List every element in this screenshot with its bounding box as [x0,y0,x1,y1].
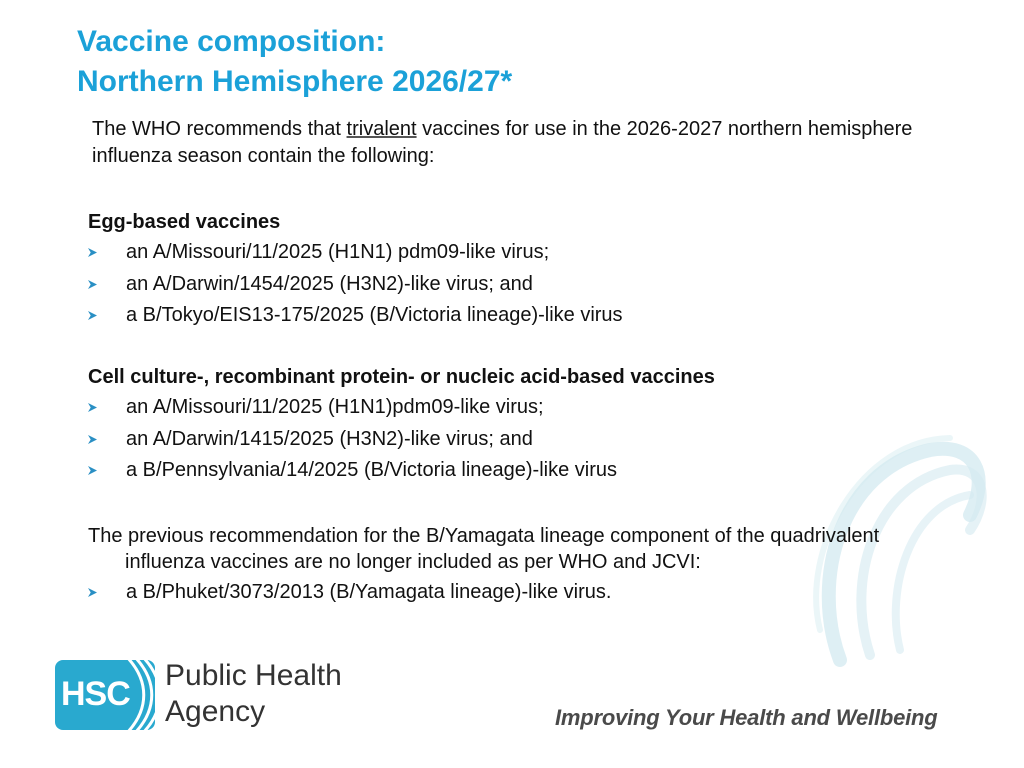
arrow-bullet-icon [88,588,97,597]
page-title [77,22,512,102]
list-item [88,579,918,605]
list-item-text: a B/Pennsylvania/14/2025 (B/Victoria lineage)-like virus [126,459,618,481]
hsc-logo-letters: HSC [61,675,130,713]
agency-name-line-2: Agency [165,695,266,728]
previous-recommendation-text: The previous recommendation for the B/Yamagata lineage component of the quadrivalent influenza vaccines are no longer included as per WHO and JCVI: [88,525,880,573]
list-item-text: a B/Phuket/3073/2013 (B/Yamagata lineage)-like virus. [126,581,612,603]
arrow-bullet-icon [88,435,97,444]
list-item [88,271,988,297]
intro-paragraph [92,116,972,170]
list-item-text: an A/Missouri/11/2025 (H1N1) pdm09-like virus; [126,241,550,263]
logo-arc-lines-icon [55,660,155,730]
list-item [88,239,988,265]
egg-based-list [88,239,988,328]
intro-underlined-word: trivalent [346,118,417,140]
previous-recommendation-section [88,523,918,611]
footer-tagline: Improving Your Health and Wellbeing [555,705,938,730]
list-item-text: an A/Missouri/11/2025 (H1N1)pdm09-like virus; [126,396,544,418]
list-item-text: an A/Darwin/1454/2025 (H3N2)-like virus; and [126,272,533,295]
cell-based-heading: Cell culture-, recombinant protein- or nucleic acid-based vaccines [88,366,715,388]
arrow-bullet-icon [88,403,97,412]
cell-based-section [88,364,988,489]
list-item [88,394,988,420]
arrow-bullet-icon [88,466,97,475]
egg-based-heading: Egg-based vaccines [88,211,281,233]
agency-name-line-1: Public Health [165,659,342,692]
list-item [88,426,988,452]
list-item-text: an A/Darwin/1415/2025 (H3N2)-like virus; and [126,427,533,450]
hsc-logo [55,658,345,736]
intro-text-after: vaccines for use in the 2026-2027 northern hemisphere influenza season contain the following: [92,118,913,167]
list-item [88,302,988,328]
title-line-2: Northern Hemisphere 2026/27* [77,65,513,98]
intro-text-before: The WHO recommends that [92,118,347,140]
arrow-bullet-icon [88,280,97,289]
cell-based-list [88,394,988,483]
previous-list [88,579,918,605]
egg-based-section [88,209,988,334]
title-line-1: Vaccine composition: [77,25,386,58]
hsc-logo-icon [55,660,155,730]
arrow-bullet-icon [88,248,97,257]
list-item-text: a B/Tokyo/EIS13-175/2025 (B/Victoria lineage)-like virus [126,304,623,326]
arrow-bullet-icon [88,311,97,320]
list-item [88,457,988,483]
agency-name [165,658,342,730]
